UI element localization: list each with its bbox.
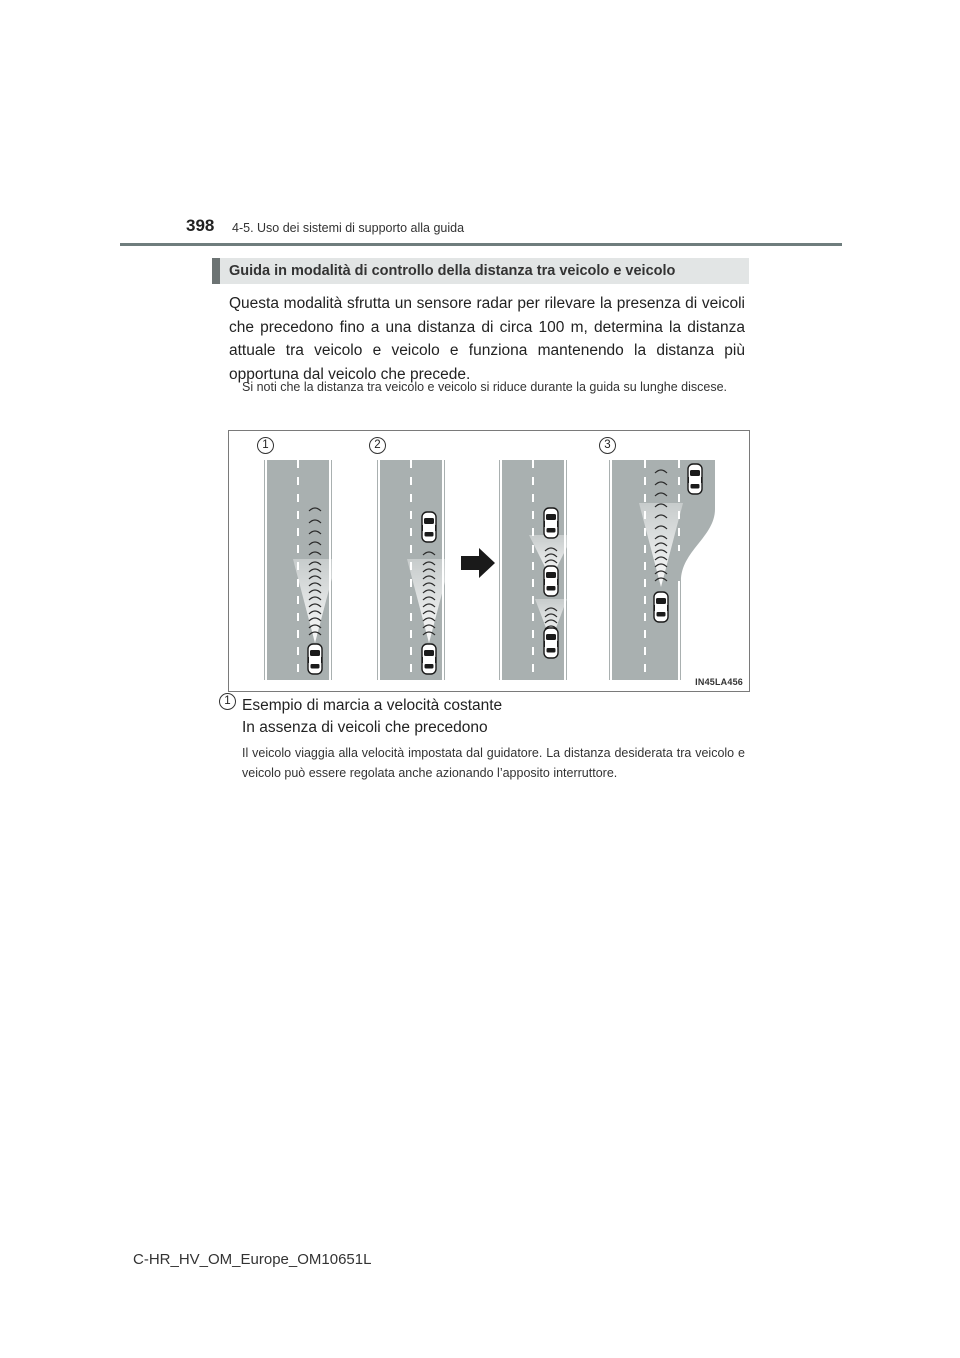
transition-arrow	[461, 548, 495, 578]
figure-code: IN45LA456	[695, 677, 743, 687]
figure-label-2: 2	[369, 437, 386, 454]
figure-label-3: 3	[599, 437, 616, 454]
section-heading: Guida in modalità di controllo della distanza tra veicolo e veicolo	[212, 258, 749, 284]
own-car-3	[544, 628, 558, 658]
item-title	[242, 695, 502, 739]
section-body: Questa modalità sfrutta un sensore radar per rilevare la presenza di veicoli che precedono fino a una distanza di circa 100 m, determina la distanza attuale tra veicolo e veicolo e funziona mantenendo la distanza più opportuna dal veicolo che precede.	[229, 295, 745, 383]
item-title-line-2: In assenza di veicoli che precedono	[242, 719, 488, 736]
roads-illustration	[229, 431, 749, 691]
footer-code: C-HR_HV_OM_Europe_OM10651L	[133, 1251, 372, 1268]
own-car-4	[654, 592, 668, 622]
item-marker-1: 1	[219, 693, 236, 710]
item-title-line-1: Esempio di marcia a velocità costante	[242, 697, 503, 714]
header-rule	[120, 243, 842, 246]
section-path: 4-5. Uso dei sistemi di supporto alla guida	[232, 221, 465, 235]
preceding-car-3a	[544, 508, 558, 538]
own-car-2	[422, 644, 436, 674]
item-body: Il veicolo viaggia alla velocità impostata dal guidatore. La distanza desiderata tra veicolo e veicolo può essere regolata anche azionando l’apposito interruttore.	[242, 746, 745, 780]
adjacent-car-4	[688, 464, 702, 494]
page-number: 398	[186, 216, 215, 235]
own-car-1	[308, 644, 322, 674]
section-note: Si noti che la distanza tra veicolo e veicolo si riduce durante la guida su lunghe discese.	[242, 380, 728, 394]
radar-cruise-figure	[228, 430, 750, 692]
middle-car-3	[544, 566, 558, 596]
figure-label-1: 1	[257, 437, 274, 454]
preceding-car-2	[422, 512, 436, 542]
